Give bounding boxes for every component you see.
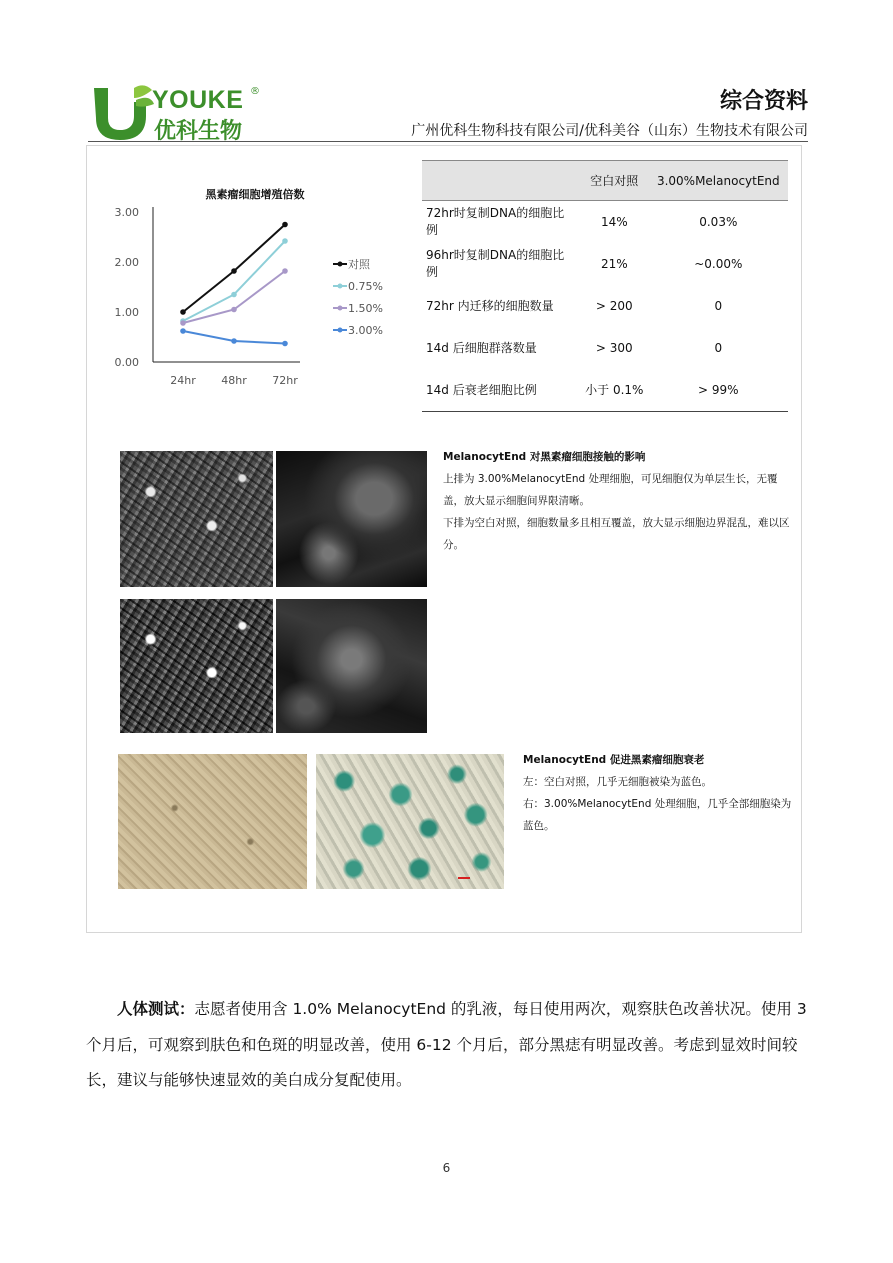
legend-marker xyxy=(338,262,343,267)
y-tick-label: 2.00 xyxy=(114,256,139,269)
proliferation-chart xyxy=(105,180,405,395)
table-row xyxy=(422,201,788,244)
treated-value: 0.03% xyxy=(699,214,738,229)
table-row xyxy=(422,327,788,369)
table-row xyxy=(422,243,788,285)
table-header-cell xyxy=(422,161,580,201)
table-header-cell: 3.00%MelanocytEnd xyxy=(649,161,788,201)
table-header-row xyxy=(422,161,788,201)
data-point xyxy=(231,338,237,344)
paragraph-text: 志愿者使用含 1.0% MelanocytEnd 的乳液，每日使用两次，观察肤色改善状况。使用 3 个月后，可观察到肤色和色斑的明显改善，使用 6-12 个月后，部分黑痣有明显改善。考虑到显效时间较长，建议与能够快速显效的美白成分复配使用。 xyxy=(86,1000,807,1089)
data-point xyxy=(180,328,186,334)
logo-wordmark-en: YOUKE xyxy=(152,86,244,114)
data-point xyxy=(180,320,186,326)
legend-label: 对照 xyxy=(348,258,370,271)
header-divider xyxy=(88,141,808,142)
human-test-paragraph xyxy=(86,992,808,1099)
treated-value: ~0.00% xyxy=(694,256,743,271)
stain-treated-image xyxy=(316,754,504,889)
legend-label: 3.00% xyxy=(348,324,383,337)
stain-control-image xyxy=(118,754,307,889)
row-label: 72hr时复制DNA的细胞比例 xyxy=(426,206,565,237)
table-row xyxy=(422,369,788,412)
caption-text: 右：3.00%MelanocytEnd 处理细胞，几乎全部细胞染为蓝色。 xyxy=(523,798,792,832)
row-label: 14d 后细胞群落数量 xyxy=(426,340,537,355)
data-point xyxy=(282,238,288,244)
row-label: 14d 后衰老细胞比例 xyxy=(422,369,580,412)
data-point xyxy=(282,222,288,228)
treated-value: > 99% xyxy=(649,369,788,412)
scale-bar xyxy=(458,877,470,879)
caption-title: MelanocytEnd 促进黑素瘤细胞衰老 xyxy=(523,754,705,766)
legend-marker xyxy=(338,306,343,311)
caption-contact xyxy=(443,446,793,556)
row-label: 72hr 内迁移的细胞数量 xyxy=(426,298,554,313)
control-value: 21% xyxy=(600,256,628,271)
data-point xyxy=(180,309,186,315)
control-value: 小于 0.1% xyxy=(580,369,649,412)
control-value: 14% xyxy=(600,214,628,229)
data-point xyxy=(282,268,288,274)
y-tick-label: 1.00 xyxy=(114,306,139,319)
row-label: 96hr时复制DNA的细胞比例 xyxy=(426,248,565,279)
x-tick-label: 48hr xyxy=(221,374,247,387)
legend-label: 0.75% xyxy=(348,280,383,293)
data-point xyxy=(231,307,237,313)
caption-text: 下排为空白对照，细胞数量多且相互覆盖，放大显示细胞边界混乱，难以区分。 xyxy=(443,517,790,551)
treated-value: 0 xyxy=(714,340,723,355)
treated-value: 0 xyxy=(714,298,723,313)
registered-mark: ® xyxy=(250,86,260,97)
data-point xyxy=(282,341,288,347)
data-point xyxy=(231,268,237,274)
x-tick-label: 72hr xyxy=(272,374,298,387)
logo-wordmark-cn: 优科生物 xyxy=(154,119,243,144)
control-value: > 300 xyxy=(595,340,633,355)
micrograph-control-fluorescence xyxy=(276,599,427,733)
micrograph-treated-fluorescence xyxy=(276,451,427,587)
legend-label: 1.50% xyxy=(348,302,383,315)
data-point xyxy=(231,292,237,298)
document-title: 综合资料 xyxy=(719,89,808,114)
table-header-cell: 空白对照 xyxy=(580,161,649,201)
results-table xyxy=(422,160,788,412)
micrograph-control-phase xyxy=(120,599,273,733)
y-tick-label: 0.00 xyxy=(114,356,139,369)
legend-marker xyxy=(338,284,343,289)
caption-title: MelanocytEnd 对黑素瘤细胞接触的影响 xyxy=(443,451,646,463)
micrograph-treated-phase xyxy=(120,451,273,587)
chart-title: 黑素瘤细胞增殖倍数 xyxy=(205,188,305,201)
control-value: > 200 xyxy=(595,298,633,313)
caption-senescence xyxy=(523,749,795,837)
paragraph-lead: 人体测试： xyxy=(117,1000,195,1018)
y-tick-label: 3.00 xyxy=(114,206,139,219)
table-row xyxy=(422,285,788,327)
legend-marker xyxy=(338,328,343,333)
caption-text: 左：空白对照，几乎无细胞被染为蓝色。 xyxy=(523,776,712,788)
page-number: 6 xyxy=(442,1161,451,1175)
company-name: 广州优科生物科技有限公司/优科美谷（山东）生物技术有限公司 xyxy=(411,123,808,139)
x-tick-label: 24hr xyxy=(170,374,196,387)
caption-text: 上排为 3.00%MelanocytEnd 处理细胞，可见细胞仅为单层生长，无覆盖，放大显示细胞间界限清晰。 xyxy=(443,473,778,507)
